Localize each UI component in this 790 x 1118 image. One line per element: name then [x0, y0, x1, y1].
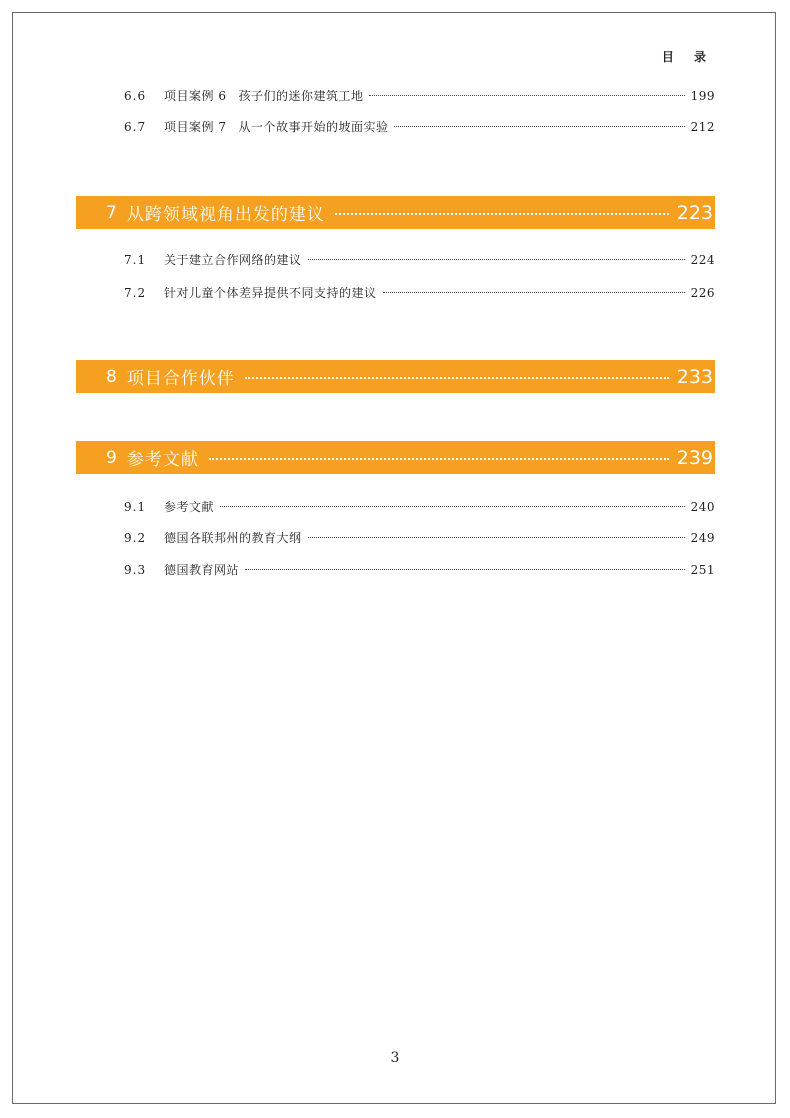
entry-page: 226 [690, 286, 715, 300]
entry-number: 9.2 [124, 531, 147, 545]
entry-title: 从一个故事开始的坡面实验 [238, 120, 389, 134]
toc-entry-7-2[interactable] [124, 283, 715, 303]
toc-entry-9-3[interactable] [124, 560, 715, 580]
entry-title: 参考文献 [164, 500, 215, 514]
toc-entry-6-7[interactable] [124, 117, 715, 137]
dot-leader [245, 569, 685, 570]
chapter-number: 9 [106, 447, 117, 468]
entry-page: 212 [690, 120, 715, 134]
entry-page: 251 [690, 563, 715, 577]
dot-leader [369, 95, 684, 96]
entry-number: 7.1 [124, 253, 147, 267]
chapter-title: 项目合作伙伴 [126, 369, 235, 389]
chapter-title: 参考文献 [126, 450, 199, 470]
entry-page: 199 [690, 89, 715, 103]
entry-number: 6.6 [124, 89, 147, 103]
entry-number: 9.3 [124, 563, 147, 577]
chapter-8-bar[interactable] [76, 360, 715, 393]
chapter-7-bar[interactable] [76, 196, 715, 229]
entry-page: 240 [690, 500, 715, 514]
entry-page: 249 [690, 531, 715, 545]
chapter-number: 7 [106, 202, 117, 223]
dot-leader [308, 259, 685, 260]
chapter-number: 8 [106, 366, 117, 387]
entry-number: 6.7 [124, 120, 147, 134]
dot-leader [220, 506, 685, 507]
entry-title: 德国各联邦州的教育大纲 [164, 531, 302, 545]
running-header: 目 录 [661, 50, 714, 64]
dot-leader [394, 126, 684, 127]
entry-title: 德国教育网站 [164, 563, 240, 577]
chapter-title: 从跨领域视角出发的建议 [126, 205, 325, 225]
dot-leader [383, 292, 685, 293]
chapter-page: 223 [676, 201, 713, 224]
toc-entry-9-1[interactable] [124, 497, 715, 517]
entry-case-label: 项目案例 7 [164, 120, 227, 134]
chapter-page: 233 [676, 365, 713, 388]
toc-entry-6-6[interactable] [124, 86, 715, 106]
dot-leader [308, 537, 685, 538]
dot-leader [209, 458, 669, 460]
entry-title: 孩子们的迷你建筑工地 [238, 89, 364, 103]
entry-number: 7.2 [124, 286, 147, 300]
entry-title: 针对儿童个体差异提供不同支持的建议 [164, 286, 377, 300]
chapter-9-bar[interactable] [76, 441, 715, 474]
toc-entry-9-2[interactable] [124, 528, 715, 548]
page-number: 3 [390, 1050, 400, 1066]
entry-number: 9.1 [124, 500, 147, 514]
entry-page: 224 [690, 253, 715, 267]
entry-title: 关于建立合作网络的建议 [164, 253, 302, 267]
chapter-page: 239 [676, 446, 713, 469]
page-frame [12, 12, 776, 1104]
dot-leader [245, 377, 669, 379]
entry-case-label: 项目案例 6 [164, 89, 227, 103]
toc-entry-7-1[interactable] [124, 250, 715, 270]
dot-leader [335, 213, 669, 215]
